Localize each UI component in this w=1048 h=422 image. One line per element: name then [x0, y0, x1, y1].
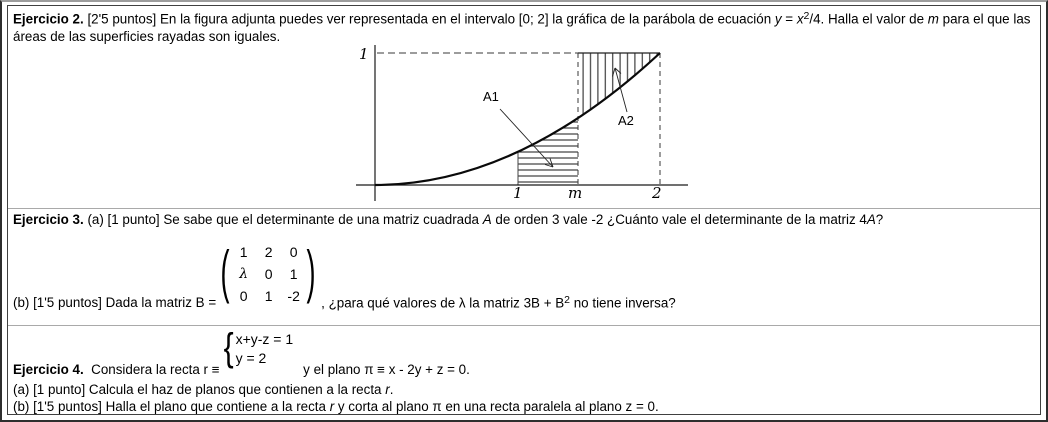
matrix-left-paren: ( [220, 240, 230, 306]
exercise-2-text-1: [2'5 puntos] En la figura adjunta puedes ver representada en el intervalo [0; 2] la gráfica de la parábola de ecuación [83, 11, 775, 27]
exercise-3b-text-1: (b) [1'5 puntos] Dada la matriz B = [13, 295, 217, 310]
document-frame [7, 5, 1041, 415]
exercise-2-statement [13, 8, 1035, 45]
exercise-2-text-3: para el que las áreas de las superficies rayadas son iguales. [13, 11, 1031, 44]
var-x: x [796, 11, 804, 27]
exercise-4-plane-text: y el plano π ≡ x - 2y + z = 0. [303, 362, 470, 377]
matrix-cell: 1 [264, 287, 273, 304]
x-tick-2: 2 [652, 183, 662, 202]
area-A2-label: A2 [618, 112, 634, 128]
y-axis-label-1: 1 [359, 44, 369, 63]
var-r-b: r [329, 399, 335, 414]
exercise-3-title: Ejercicio 3. [13, 212, 84, 227]
system-equation-1: x+y-z = 1 [235, 331, 294, 347]
line-r-system [224, 328, 294, 370]
exponent-2: 2 [803, 10, 810, 22]
exercise-4-title: Ejercicio 4. [13, 362, 84, 377]
var-y: y [774, 11, 782, 27]
exercise-3b-statement [13, 237, 1035, 311]
exercise-3b-text-2 [321, 292, 676, 312]
exercise-4a-text: (a) [1 punto] Calcula el haz de planos que contienen a la recta [13, 382, 386, 397]
identical-to-sign: ≡ [211, 362, 220, 377]
var-m: m [927, 11, 939, 27]
var-4A: A [866, 212, 876, 227]
exercise-4-section [8, 325, 1040, 415]
matrix-cell: λ [239, 265, 249, 282]
exercise-3b-question-end: no tiene inversa? [570, 295, 676, 310]
exercise-3a-text-3: ? [875, 212, 884, 227]
system-equations [236, 330, 294, 368]
exercise-4-intro [13, 361, 220, 378]
matrix-cell: 1 [239, 243, 248, 260]
area-A1-label: A1 [483, 88, 499, 104]
parabola-figure-svg [350, 41, 702, 205]
exercise-4-statement [13, 328, 1035, 378]
system-equation-2: y = 2 [235, 350, 267, 366]
exercise-3-section [8, 208, 1040, 325]
exercise-4b-text-1: (b) [1'5 puntos] Halla el plano que contiene a la recta [13, 399, 330, 414]
x-tick-1: 1 [513, 183, 523, 202]
matrix-right-paren: ) [306, 240, 316, 306]
var-r-a: r [385, 382, 390, 397]
matrix-cell: -2 [287, 287, 300, 304]
system-brace: { [223, 326, 234, 370]
exercise-4b-text-2: y corta al plano π en una recta paralela al plano z = 0. [334, 399, 659, 414]
exercise-3a-text-1: (a) [1 punto] Se sabe que el determinante de una matriz cuadrada [83, 212, 483, 227]
exercise-4b-statement [13, 398, 1035, 415]
exercise-3a-text-2: de orden 3 vale -2 ¿Cuánto vale el determinante de la matriz 4 [491, 212, 867, 227]
exercise-2-text-2: /4. Halla el valor de [809, 11, 928, 27]
matrix-cell: 0 [239, 287, 248, 304]
exercise-3a-statement [13, 211, 1035, 228]
matrix-B [220, 237, 317, 311]
exercise-3b-question: , ¿para qué valores de λ la matriz 3B + B [321, 295, 565, 310]
matrix-cell: 1 [289, 265, 298, 282]
matrix-cell: 0 [264, 265, 273, 282]
matrix-cell: 0 [289, 243, 298, 260]
exponent-B2: 2 [564, 293, 571, 306]
x-tick-m: m [568, 183, 583, 202]
matrix-cell: 2 [264, 243, 273, 260]
equals-sign: = [781, 11, 797, 27]
exercise-4a-statement [13, 381, 1035, 398]
parabola-figure [350, 41, 1035, 208]
var-A: A [482, 212, 492, 227]
exercise-4-intro-text: Considera la recta r [83, 362, 212, 377]
matrix-B-grid [231, 244, 306, 305]
exercise-2-title: Ejercicio 2. [13, 11, 84, 27]
exercise-4a-period: . [389, 382, 394, 397]
exercise-2-section [8, 6, 1040, 208]
